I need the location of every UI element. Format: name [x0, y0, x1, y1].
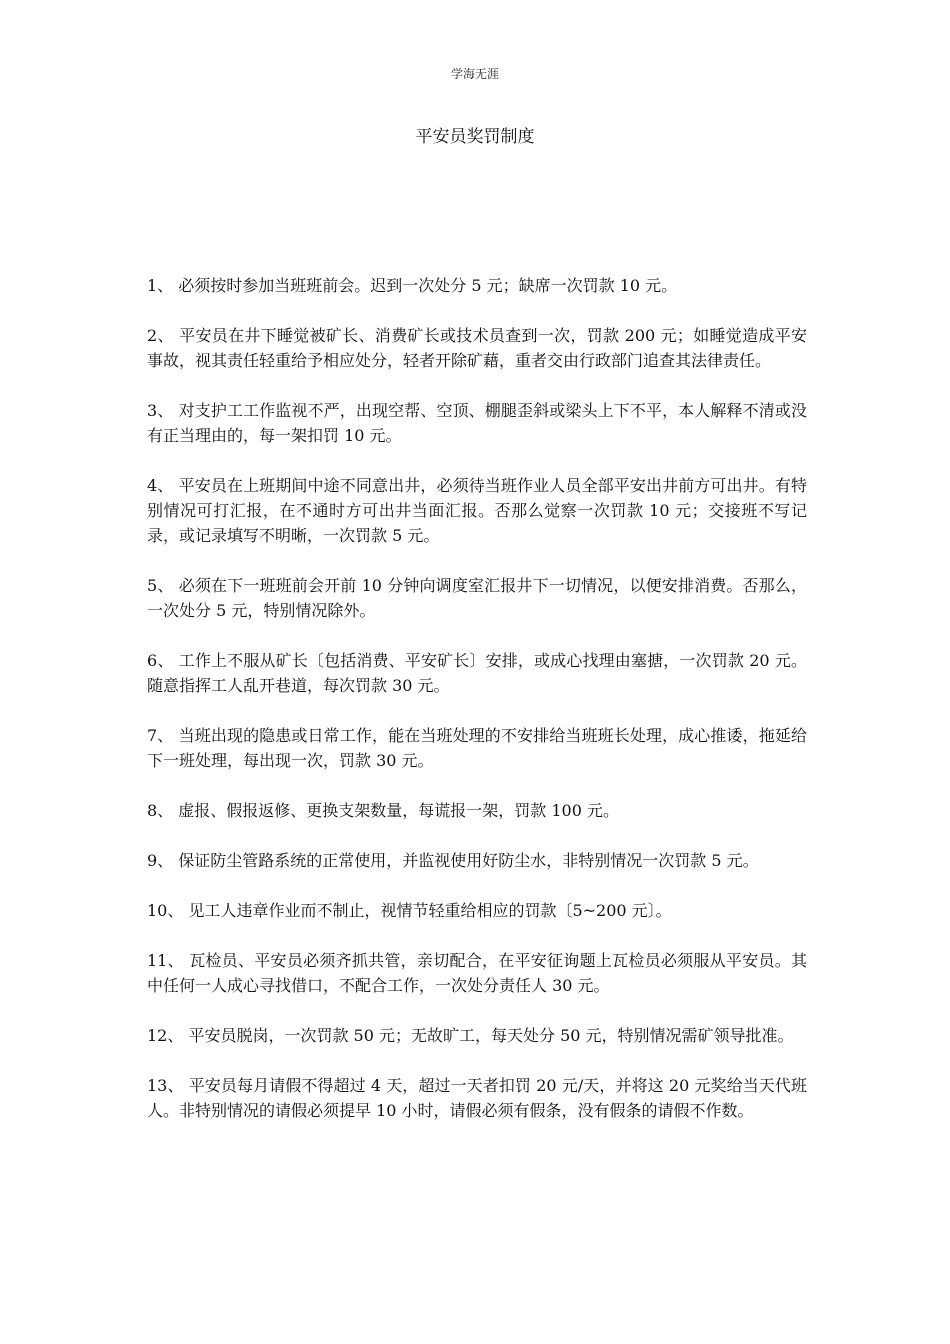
rule-item: 4、 平安员在上班期间中途不同意出井，必须待当班作业人员全部平安出井前方可出井。有特别情况可打汇报，在不通时方可出井当面汇报。否那么觉察一次罚款 10 元；交接班不写记录，或记录填写不明晰，一次罚款 5 元。 — [147, 476, 807, 545]
rule-item: 2、 平安员在井下睡觉被矿长、消费矿长或技术员查到一次，罚款 200 元；如睡觉造成平安事故，视其责任轻重给予相应处分，轻者开除矿藉，重者交由行政部门追查其法律责任。 — [147, 326, 807, 370]
rule-item: 10、 见工人违章作业而不制止，视情节轻重给相应的罚款〔5~200 元〕。 — [147, 901, 672, 920]
page-header: 学海无涯 — [450, 67, 499, 81]
rule-item: 13、 平安员每月请假不得超过 4 天，超过一天者扣罚 20 元/天，并将这 20 元奖给当天代班人。非特别情况的请假必须提早 10 小时，请假必须有假条，没有假条的请假不作数。 — [147, 1076, 807, 1120]
rule-item: 9、 保证防尘管路系统的正常使用，并监视使用好防尘水，非特别情况一次罚款 5 元。 — [147, 851, 759, 870]
rule-item: 1、 必须按时参加当班班前会。迟到一次处分 5 元；缺席一次罚款 10 元。 — [147, 276, 678, 295]
rule-item: 11、 瓦检员、平安员必须齐抓共管，亲切配合，在平安征询题上瓦检员必须服从平安员。其中任何一人成心寻找借口，不配合工作，一次处分责任人 30 元。 — [147, 951, 807, 995]
rule-item: 7、 当班出现的隐患或日常工作，能在当班处理的不安排给当班班长处理，成心推诿，拖延给下一班处理，每出现一次，罚款 30 元。 — [147, 726, 807, 770]
rule-item: 3、 对支护工工作监视不严，出现空帮、空顶、棚腿歪斜或梁头上下不平，本人解释不清或没有正当理由的，每一架扣罚 10 元。 — [147, 401, 807, 445]
rule-item: 12、 平安员脱岗，一次罚款 50 元；无故旷工，每天处分 50 元，特别情况需矿领导批准。 — [147, 1026, 794, 1045]
rules-list — [147, 273, 807, 1123]
rule-item: 5、 必须在下一班班前会开前 10 分钟向调度室汇报井下一切情况，以便安排消费。否那么，一次处分 5 元，特别情况除外。 — [147, 576, 807, 620]
document-title: 平安员奖罚制度 — [415, 127, 535, 147]
rule-item: 8、 虚报、假报返修、更换支架数量，每谎报一架，罚款 100 元。 — [147, 801, 619, 820]
rule-item: 6、 工作上不服从矿长〔包括消费、平安矿长〕安排，或成心找理由塞搪，一次罚款 20 元。随意指挥工人乱开巷道，每次罚款 30 元。 — [147, 651, 807, 695]
